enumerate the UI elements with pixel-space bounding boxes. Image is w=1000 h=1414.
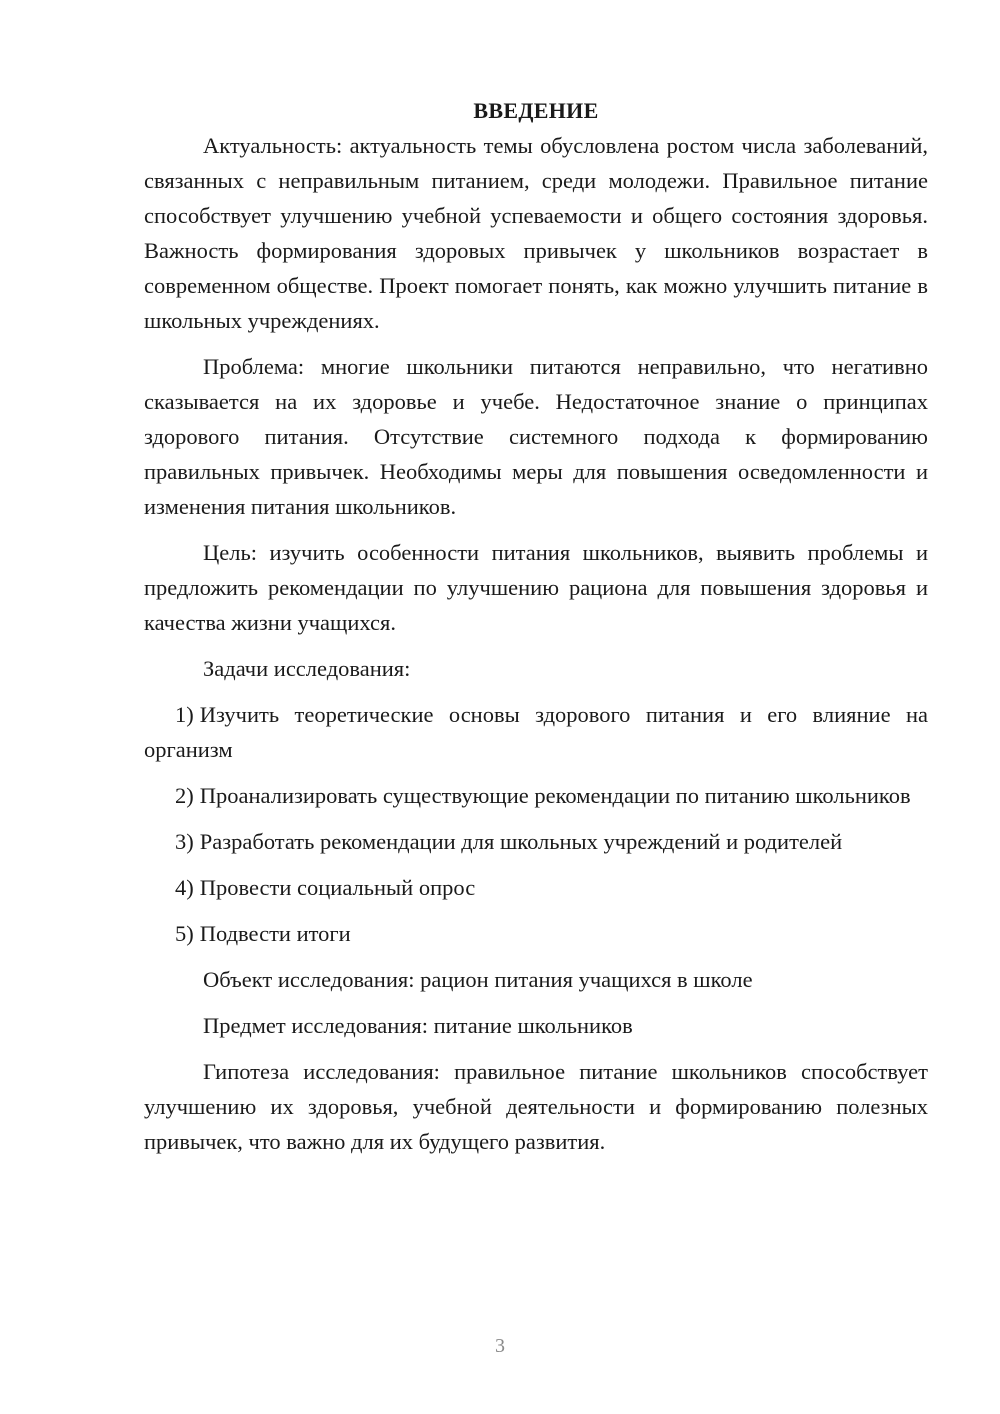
- task-number: 5): [175, 921, 194, 946]
- task-number: 3): [175, 829, 194, 854]
- problem-paragraph: Проблема: многие школьники питаются неправильно, что негативно сказывается на их здоровье и учебе. Недостаточное знание о принципах здорового питания. Отсутствие системного подхода к формированию правильных привычек. Необходимы меры для повышения осведомленности и изменения питания школьников.: [144, 354, 928, 519]
- task-item: [144, 916, 928, 951]
- task-number: 1): [175, 702, 194, 727]
- task-item: [144, 824, 928, 859]
- task-item: [144, 778, 928, 813]
- goal-paragraph: Цель: изучить особенности питания школьников, выявить проблемы и предложить рекомендации по улучшению рациона для повышения здоровья и качества жизни учащихся.: [144, 540, 928, 635]
- task-text: Разработать рекомендации для школьных учреждений и родителей: [199, 829, 843, 854]
- task-item: [144, 697, 928, 767]
- section-heading: ВВЕДЕНИЕ: [473, 98, 599, 123]
- page-number: 3: [495, 1335, 505, 1357]
- task-text: Изучить теоретические основы здорового питания и его влияние на организм: [144, 702, 928, 762]
- task-text: Проанализировать существующие рекомендации по питанию школьников: [199, 783, 911, 808]
- document-page: [144, 94, 928, 1170]
- task-item: [144, 870, 928, 905]
- hypothesis-paragraph: Гипотеза исследования: правильное питание школьников способствует улучшению их здоровья, учебной деятельности и формированию полезных привычек, что важно для их будущего развития.: [144, 1059, 928, 1154]
- tasks-heading: Задачи исследования:: [203, 656, 411, 681]
- relevance-paragraph: Актуальность: актуальность темы обусловлена ростом числа заболеваний, связанных с неправильным питанием, среди молодежи. Правильное питание способствует улучшению учебной успеваемости и общего состояния здоровья. Важность формирования здоровых привычек у школьников возрастает в современном обществе. Проект помогает понять, как можно улучшить питание в школьных учреждениях.: [144, 133, 928, 333]
- task-number: 2): [175, 783, 194, 808]
- subject-paragraph: Предмет исследования: питание школьников: [203, 1013, 633, 1038]
- task-number: 4): [175, 875, 194, 900]
- object-paragraph: Объект исследования: рацион питания учащихся в школе: [203, 967, 753, 992]
- task-text: Подвести итоги: [199, 921, 351, 946]
- task-text: Провести социальный опрос: [199, 875, 476, 900]
